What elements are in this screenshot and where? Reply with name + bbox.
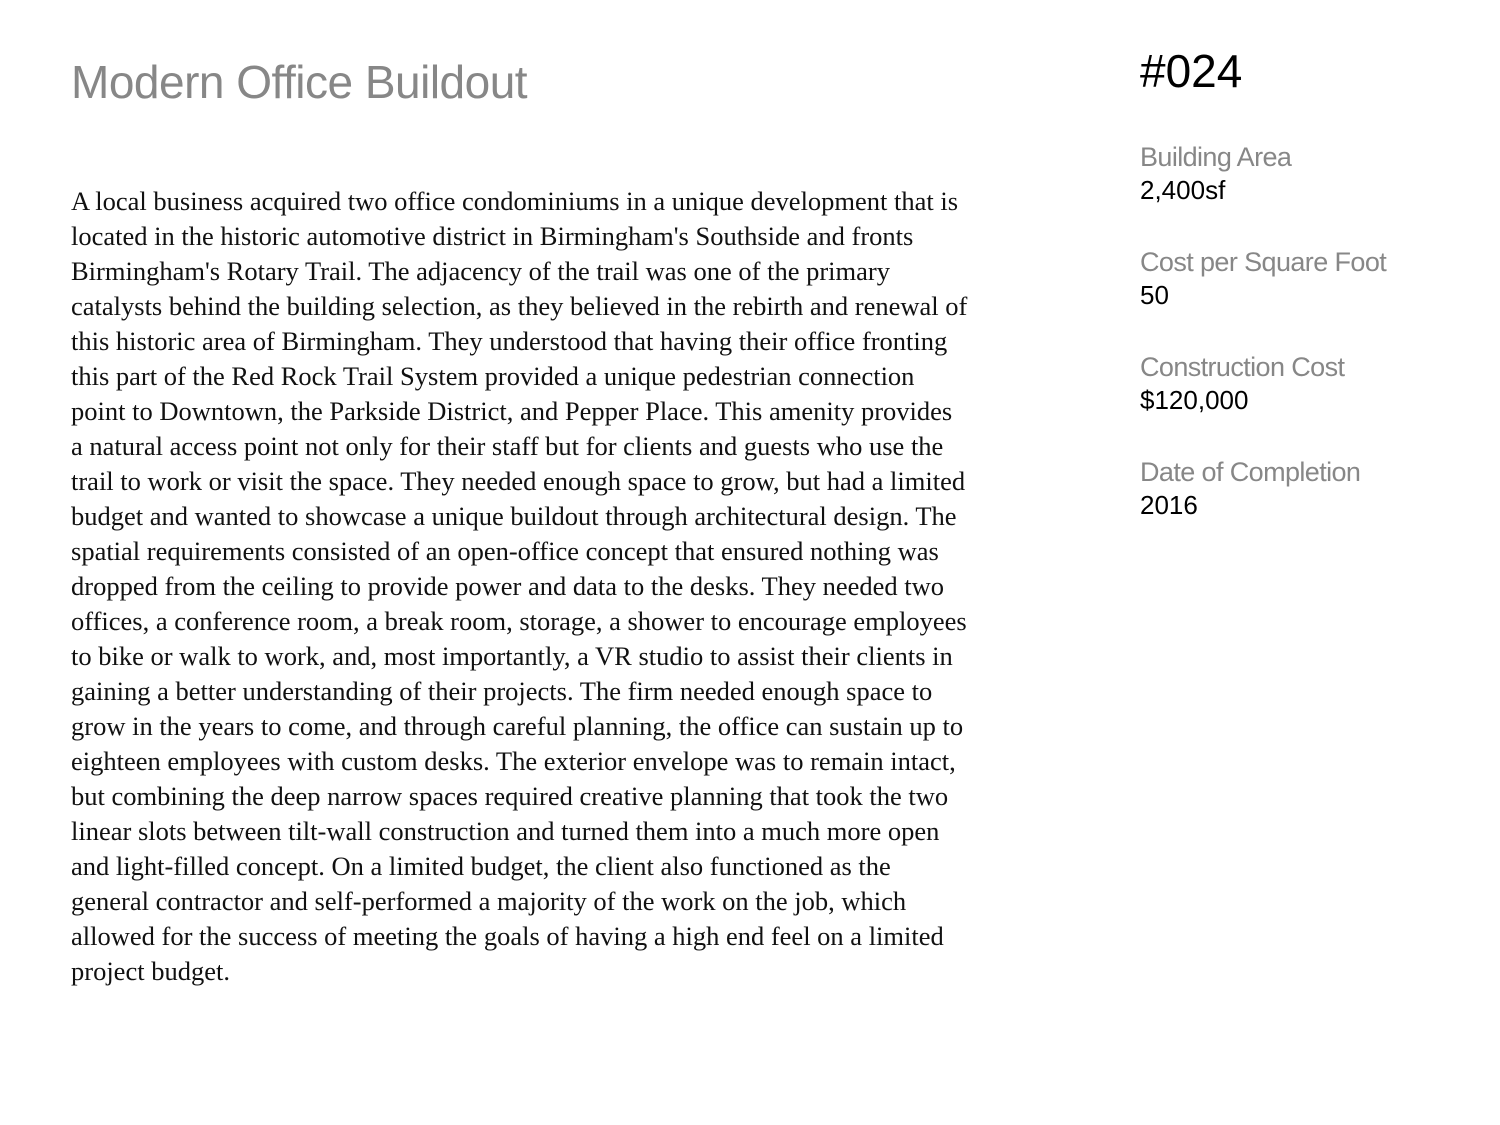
fact-value: 50 [1140,280,1169,310]
description-line: catalysts behind the building selection, as they believed in the rebirth and renewal of [71,291,968,321]
fact-building-area [1140,140,1480,245]
description-line: A local business acquired two office condominiums in a unique development that is [71,186,959,216]
description-line: project budget. [71,956,230,986]
description-line: spatial requirements consisted of an open-office concept that ensured nothing was [71,536,939,566]
project-facts-sidebar [1140,44,1480,560]
description-line: but combining the deep narrow spaces required creative planning that took the two [71,781,949,811]
description-line: allowed for the success of meeting the goals of having a high end feel on a limited [71,921,944,951]
description-line: a natural access point not only for their staff but for clients and guests who use the [71,431,944,461]
page-title: Modern Office Buildout [71,56,528,108]
description-line: dropped from the ceiling to provide power and data to the desks. They needed two [71,571,945,601]
fact-value: 2,400sf [1140,175,1226,205]
description-line: located in the historic automotive district in Birmingham's Southside and fronts [71,221,914,251]
fact-value: 2016 [1140,490,1198,520]
description-line: eighteen employees with custom desks. The exterior envelope was to remain intact, [71,746,956,776]
description-line: and light-filled concept. On a limited budget, the client also functioned as the [71,851,891,881]
description-line: point to Downtown, the Parkside District, and Pepper Place. This amenity provides [71,396,953,426]
fact-construction-cost [1140,350,1480,455]
description-line: gaining a better understanding of their projects. The firm needed enough space to [71,676,933,706]
fact-label: Building Area [1140,142,1292,172]
description-line: offices, a conference room, a break room, storage, a shower to encourage employees [71,606,967,636]
fact-label: Date of Completion [1140,457,1361,487]
fact-label: Cost per Square Foot [1140,247,1387,277]
description-line: to bike or walk to work, and, most importantly, a VR studio to assist their clients in [71,641,953,671]
fact-date-of-completion [1140,455,1480,560]
fact-value: $120,000 [1140,385,1249,415]
description-line: grow in the years to come, and through careful planning, the office can sustain up to [71,711,964,741]
description-line: this part of the Red Rock Trail System provided a unique pedestrian connection [71,361,915,391]
project-description [71,184,1071,989]
project-number: #024 [1140,45,1243,97]
description-line: general contractor and self-performed a majority of the work on the job, which [71,886,907,916]
description-line: trail to work or visit the space. They needed enough space to grow, but had a limited [71,466,966,496]
description-line: budget and wanted to showcase a unique buildout through architectural design. The [71,501,957,531]
fact-cost-per-square-foot [1140,245,1480,350]
description-line: linear slots between tilt-wall construction and turned them into a much more open [71,816,940,846]
description-line: Birmingham's Rotary Trail. The adjacency of the trail was one of the primary [71,256,890,286]
fact-label: Construction Cost [1140,352,1345,382]
description-line: this historic area of Birmingham. They understood that having their office fronting [71,326,948,356]
